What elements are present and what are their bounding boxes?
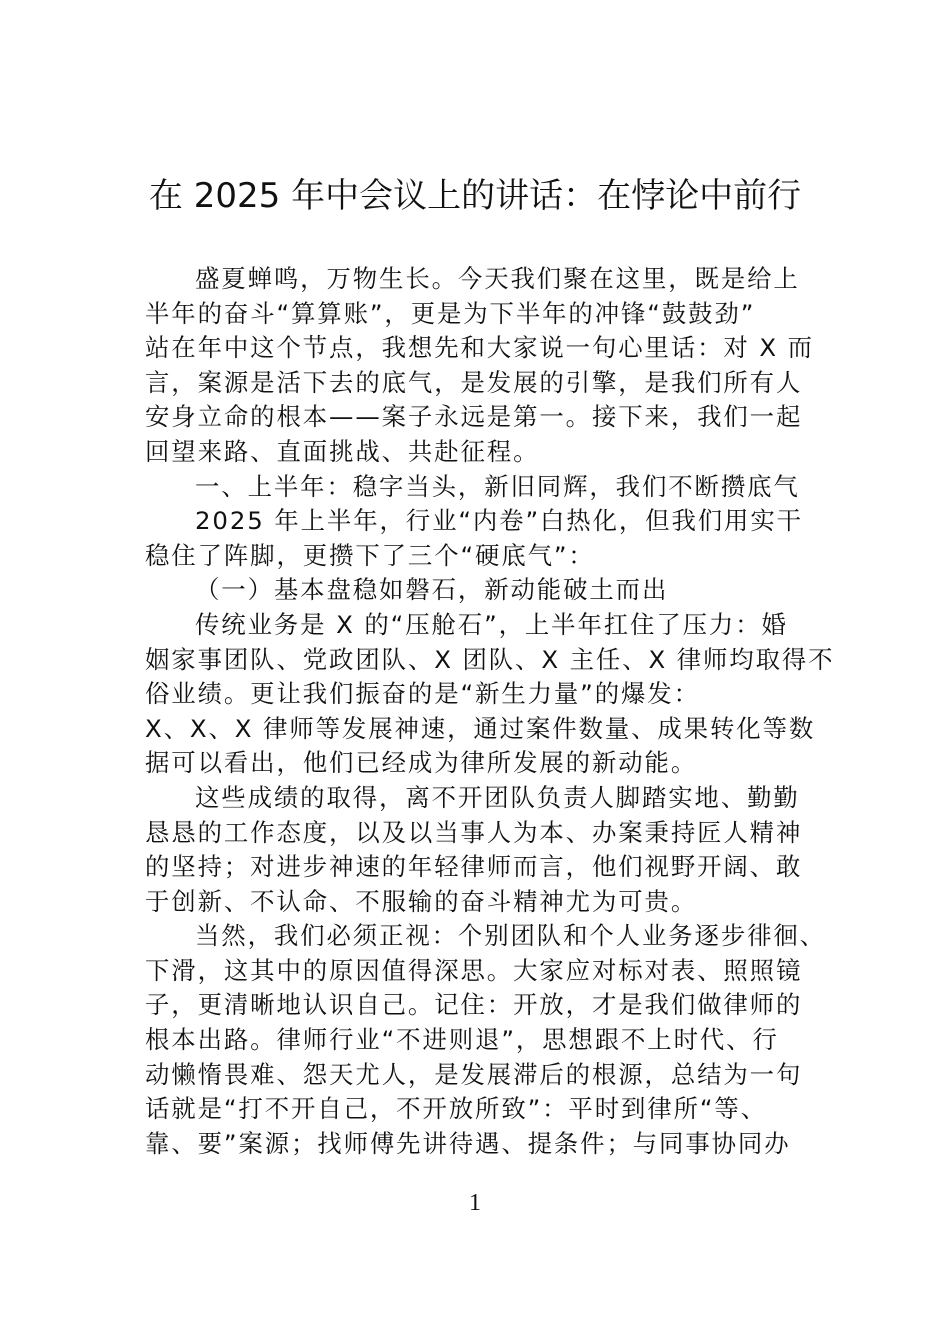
text-line: 安身立命的根本——案子永远是第一。接下来，我们一起 [145, 402, 803, 432]
text-line: 半年的奋斗“算算账”，更是为下半年的冲锋“鼓鼓劲” [145, 298, 756, 328]
text-line: 下滑，这其中的原因值得深思。大家应对标对表、照照镜 [145, 955, 803, 985]
text-line: 话就是“打不开自己，不开放所致”：平时到律所“等、 [145, 1094, 768, 1124]
text-line: 的坚持；对进步神速的年轻律师而言，他们视野开阔、敢 [145, 852, 803, 882]
text-line: 姻家事团队、党政团队、X 团队、X 主任、X 律师均取得不 [145, 644, 835, 674]
text-line: X、X、X 律师等发展神速，通过案件数量、成果转化等数 [145, 713, 816, 743]
text-line: 据可以看出，他们已经成为律所发展的新动能。 [145, 748, 698, 778]
text-line: 言，案源是活下去的底气，是发展的引擎，是我们所有人 [145, 367, 803, 397]
text-line: 靠、要”案源；找师傅先讲待遇、提条件；与同事协同办 [145, 1128, 791, 1158]
text-line: 稳住了阵脚，更攒下了三个“硬底气”： [145, 540, 595, 570]
text-line: 当然，我们必须正视：个别团队和个人业务逐步徘徊、 [195, 921, 826, 951]
text-line: 回望来路、直面挑战、共赴征程。 [145, 436, 540, 466]
text-line: 恳恳的工作态度，以及以当事人为本、办案秉持匠人精神 [145, 817, 803, 847]
text-line: 这些成绩的取得，离不开团队负责人脚踏实地、勤勤 [195, 782, 800, 812]
text-line: 盛夏蝉鸣，万物生长。今天我们聚在这里，既是给上 [195, 264, 800, 293]
text-line: 动懒惰畏难、怨天尤人，是发展滞后的根源，总结为一句 [145, 1059, 803, 1089]
section-heading: 一、上半年：稳字当头，新旧同辉，我们不断攒底气 [195, 471, 800, 501]
text-line: 俗业绩。更让我们振奋的是“新生力量”的爆发： [145, 679, 700, 709]
document-body [145, 262, 835, 1161]
text-line: 站在年中这个节点，我想先和大家说一句心里话：对 X 而 [145, 333, 814, 363]
page-number: 1 [469, 1190, 481, 1216]
document-title: 在 2025 年中会议上的讲话：在悖论中前行 [148, 176, 802, 216]
text-line: 2025 年上半年，行业“内卷”白热化，但我们用实干 [195, 506, 803, 536]
text-line: 子，更清晰地认识自己。记住：开放，才是我们做律师的 [145, 990, 803, 1020]
subsection-heading: （一）基本盘稳如磐石，新动能破土而出 [195, 575, 669, 605]
text-line: 于创新、不认命、不服输的奋斗精神尤为可贵。 [145, 886, 698, 916]
text-line: 根本出路。律师行业“不进则退”，思想跟不上时代、行 [145, 1025, 779, 1055]
text-line: 传统业务是 X 的“压舱石”，上半年扛住了压力：婚 [195, 609, 788, 639]
